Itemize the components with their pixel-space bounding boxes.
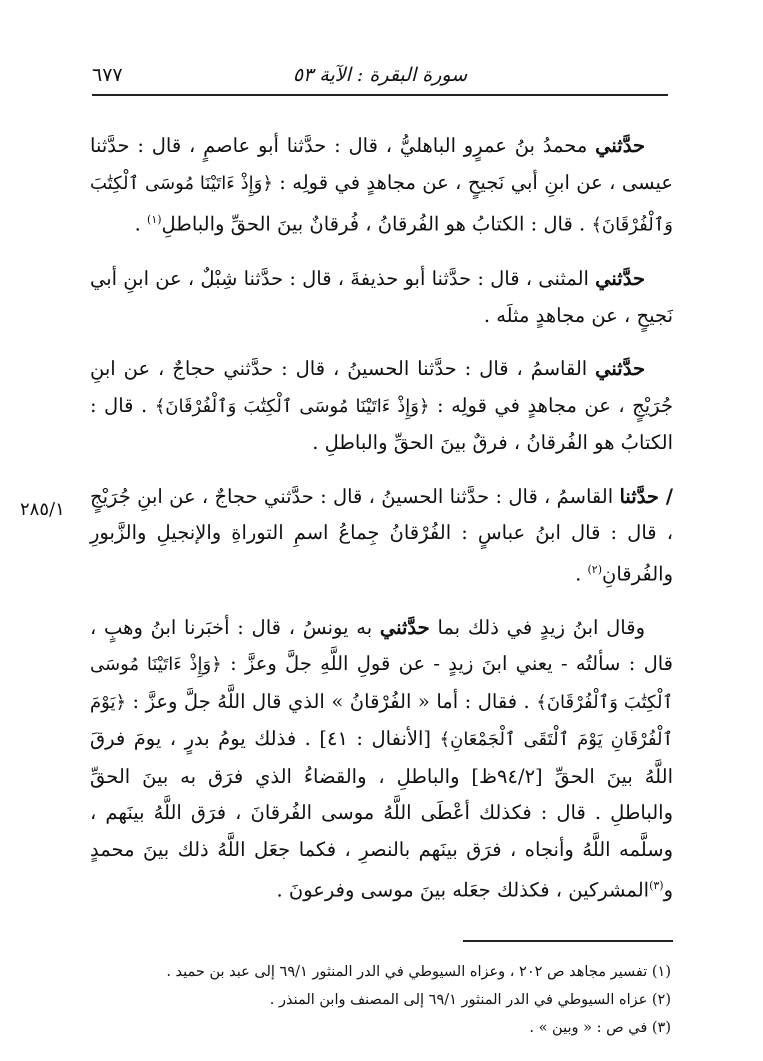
- footnote-marker: (٢): [587, 562, 603, 576]
- hadith-paragraph-5: [90, 610, 673, 910]
- narration-text: . قال : الكتابُ هو الفُرقانُ ، فرقٌ بينَ الحقِّ والباطلِ .: [90, 393, 673, 454]
- quran-verse: ﴿وَإِذْ ءَاتَيْنَا مُوسَى ٱلْكِتَٰبَ وَٱلْفُرْقَانَ﴾: [90, 172, 673, 236]
- hadith-paragraph-1: [90, 128, 673, 244]
- footnote-2: (٢) عزاه السيوطي في الدر المنثور ٦٩/١ إلى المصنف وابن المنذر .: [269, 992, 671, 1008]
- surah-ayah-title: سورة البقرة : الآية ٥٣: [292, 64, 468, 86]
- narration-text: .: [134, 212, 148, 236]
- narration-keyword: حدَّثني: [595, 134, 645, 157]
- narration-text: القاسمُ ، قال : حدَّثنا الحسينُ ، قال : حدَّثني حجاجٌ ، عن ابنِ جُرَيْجٍ ، عن مجاهدٍ في قولِه :: [90, 357, 674, 417]
- narration-text: القاسمُ ، قال : حدَّثنا الحسينُ ، قال : حدَّثني حجاجٌ ، عن ابنِ جُرَيْجٍ ، قال : قال ابنُ عباسٍ : الفُرْقانُ جِماعُ اسمِ التوراةِ والإنجيلِ والزَّبورِ والفُرقانِ: [90, 484, 673, 585]
- narration-text: محمدُ بنُ عمرٍو الباهليُّ ، قال : حدَّثنا أبو عاصمٍ ، قال : حدَّثنا عيسى ، عن ابنِ أبي نَجيحٍ ، عن مجاهدٍ في قولِه :: [90, 134, 673, 194]
- quran-verse: ﴿يَوْمَ ٱلْفُرْقَانِ يَوْمَ ٱلْتَقَى ٱلْجَمْعَانِ﴾: [90, 691, 674, 750]
- running-head: [92, 58, 668, 96]
- footnote-1: (١) تفسير مجاهد ص ٢٠٢ ، وعزاه السيوطي في الدر المنثور ٦٩/١ إلى عبد بن حميد .: [166, 964, 671, 980]
- narration-text: المشركين ، فكذلك جعَله بينَ موسى وفرعونَ .: [276, 878, 650, 902]
- narration-text: . فذلك يومُ بدرٍ ، يومَ فرقَ اللَّهُ بينَ الحقِّ [٩٤/٢ظ] والباطلِ ، والقضاءُ الذي فرَق به بينَ الحقِّ والباطلِ . قال : فكذلك أعْطَى اللَّهُ موسى الفُرقانَ ، فرَق اللَّهُ بينَهم ، وسلَّمه اللَّهُ وأنجاه ، فرَق بينَهم بالنصرِ ، فكما جعَل اللَّهُ ذلك بينَ محمدٍ و: [90, 727, 674, 902]
- hadith-paragraph-3: [90, 351, 673, 462]
- hadith-paragraph-4: [90, 479, 673, 593]
- narration-text: وقال ابنُ زيدٍ في ذلك بما: [429, 615, 645, 639]
- hadith-paragraph-2: [90, 261, 673, 334]
- narration-text: المثنى ، قال : حدَّثنا أبو حذيفةَ ، قال : حدَّثنا شِبْلٌ ، عن ابنِ أبي نَجيحٍ ، عن مجاهدٍ مثلَه .: [90, 267, 673, 327]
- footnote-3: (٣) في ص : « وبين » .: [529, 1020, 671, 1036]
- narration-keyword: حدَّثني: [379, 615, 430, 639]
- footnote-marker: (٣): [649, 879, 664, 892]
- narration-keyword: حدَّثني: [595, 357, 645, 380]
- footnote-separator: [463, 940, 673, 942]
- footnote-marker: (١): [147, 213, 162, 226]
- narration-text: به يونسُ ، قال : أخبَرنا ابنُ وهبٍ ، قال : سألتُه - يعني ابنَ زيدٍ - عن قولِ اللَّهِ جلَّ وعزَّ :: [90, 615, 674, 675]
- quran-verse: ﴿وَإِذْ ءَاتَيْنَا مُوسَى ٱلْكِتَٰبَ وَٱلْفُرْقَانَ﴾: [154, 395, 430, 417]
- manuscript-folio-ref: ٢٨٥/١: [20, 499, 65, 520]
- verse-reference: [الأنفال : ٤١]: [310, 727, 440, 750]
- narration-text: . قال : الكتابُ هو الفُرقانُ ، فُرقانٌ بينَ الحقِّ والباطلِ: [161, 212, 592, 236]
- quran-verse: ﴿وَإِذْ ءَاتَيْنَا مُوسَى ٱلْكِتَٰبَ وَٱلْفُرْقَانَ﴾: [90, 654, 673, 713]
- narration-keyword: / حدَّثنا: [619, 484, 673, 508]
- narration-keyword: حدَّثني: [595, 267, 645, 290]
- footnotes: [90, 958, 671, 1042]
- main-text: [90, 128, 673, 926]
- narration-text: . فقال : أما « الفُرْقانُ » الذي قال اللَّهُ جلَّ وعزَّ :: [126, 689, 537, 713]
- narration-text: .: [575, 562, 588, 585]
- page-number: ٦٧٧: [92, 64, 123, 86]
